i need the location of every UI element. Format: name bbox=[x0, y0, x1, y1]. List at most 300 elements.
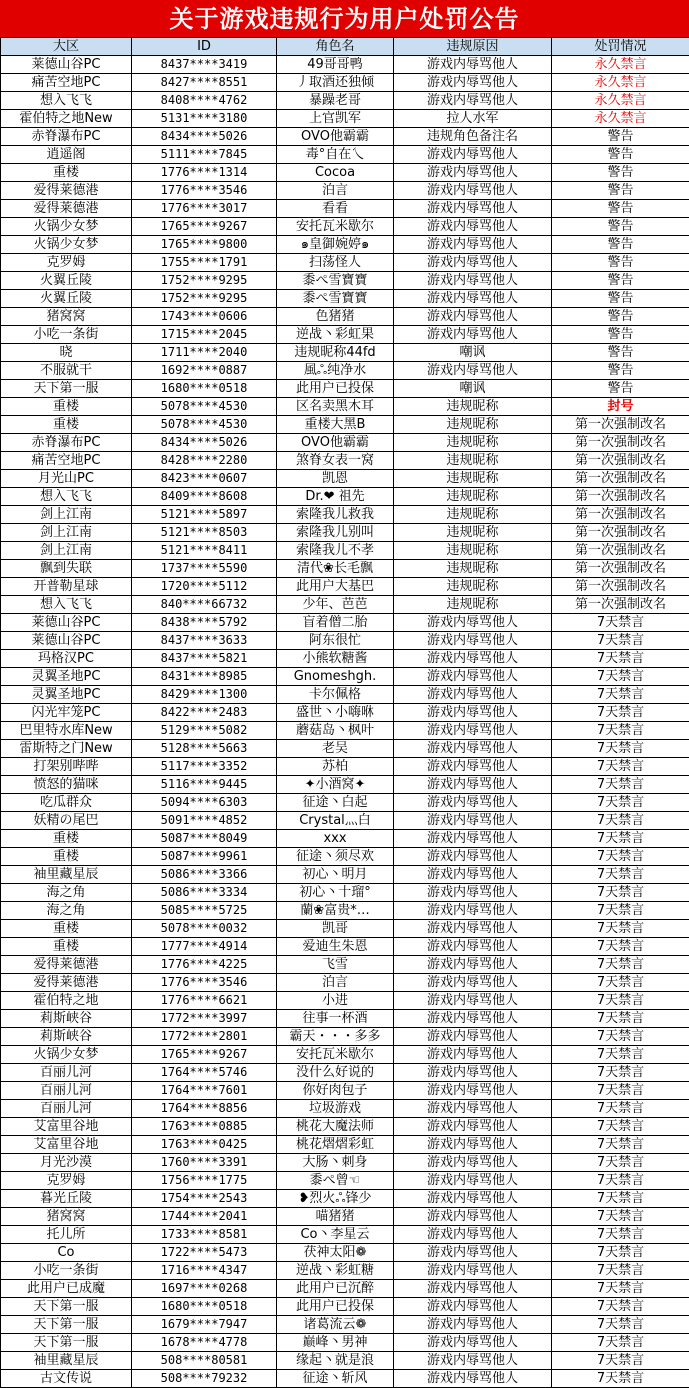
header-violation-reason: 违规原因 bbox=[394, 38, 552, 56]
cell-id: 1756****1775 bbox=[132, 1172, 277, 1190]
cell-penalty: 7天禁言 bbox=[552, 938, 689, 956]
cell-role-name: 索隆我儿不孝 bbox=[277, 542, 394, 560]
cell-violation-reason: 游戏内辱骂他人 bbox=[394, 362, 552, 380]
cell-violation-reason: 游戏内辱骂他人 bbox=[394, 668, 552, 686]
cell-penalty: 7天禁言 bbox=[552, 1298, 689, 1316]
cell-id: 1722****5473 bbox=[132, 1244, 277, 1262]
cell-violation-reason: 游戏内辱骂他人 bbox=[394, 1064, 552, 1082]
cell-server: 袖里藏星辰 bbox=[1, 866, 132, 884]
cell-server: 克罗姆 bbox=[1, 254, 132, 272]
cell-id: 1764****7601 bbox=[132, 1082, 277, 1100]
cell-role-name: 茯神太阳❁ bbox=[277, 1244, 394, 1262]
cell-server: 小吃一条街 bbox=[1, 326, 132, 344]
cell-violation-reason: 游戏内辱骂他人 bbox=[394, 92, 552, 110]
table-row bbox=[1, 1298, 689, 1316]
cell-violation-reason: 游戏内辱骂他人 bbox=[394, 650, 552, 668]
cell-server: 百丽儿河 bbox=[1, 1082, 132, 1100]
table-row bbox=[1, 92, 689, 110]
cell-server: 晓 bbox=[1, 344, 132, 362]
cell-role-name: 煞脊女表一窝 bbox=[277, 452, 394, 470]
cell-server: 赤脊瀑布PC bbox=[1, 128, 132, 146]
cell-id: 1765****9267 bbox=[132, 218, 277, 236]
table-row bbox=[1, 1334, 689, 1352]
cell-role-name: 喵猪猪 bbox=[277, 1208, 394, 1226]
cell-server: 百丽儿河 bbox=[1, 1100, 132, 1118]
cell-role-name: 逆战丶彩虹糖 bbox=[277, 1262, 394, 1280]
cell-id: 5116****9445 bbox=[132, 776, 277, 794]
cell-server: 袖里藏星辰 bbox=[1, 1352, 132, 1370]
cell-id: 1776****6621 bbox=[132, 992, 277, 1010]
table-row bbox=[1, 1226, 689, 1244]
cell-penalty: 7天禁言 bbox=[552, 632, 689, 650]
cell-penalty: 第一次强制改名 bbox=[552, 542, 689, 560]
cell-role-name: 毒°自在乀 bbox=[277, 146, 394, 164]
cell-role-name: 泊言 bbox=[277, 182, 394, 200]
cell-id: 8409****8608 bbox=[132, 488, 277, 506]
cell-violation-reason: 游戏内辱骂他人 bbox=[394, 74, 552, 92]
table-row bbox=[1, 362, 689, 380]
table-row bbox=[1, 452, 689, 470]
cell-id: 1744****2041 bbox=[132, 1208, 277, 1226]
cell-role-name: 安托瓦米歇尔 bbox=[277, 218, 394, 236]
cell-penalty: 7天禁言 bbox=[552, 1262, 689, 1280]
cell-penalty: 7天禁言 bbox=[552, 1082, 689, 1100]
cell-violation-reason: 游戏内辱骂他人 bbox=[394, 722, 552, 740]
cell-penalty: 7天禁言 bbox=[552, 1100, 689, 1118]
cell-penalty: 警告 bbox=[552, 290, 689, 308]
cell-role-name: 蘑菇岛丶枫叶 bbox=[277, 722, 394, 740]
cell-violation-reason: 游戏内辱骂他人 bbox=[394, 1172, 552, 1190]
cell-server: 艾富里谷地 bbox=[1, 1136, 132, 1154]
cell-violation-reason: 游戏内辱骂他人 bbox=[394, 1154, 552, 1172]
cell-violation-reason: 游戏内辱骂他人 bbox=[394, 866, 552, 884]
cell-role-name: Dr.❤ 祖先 bbox=[277, 488, 394, 506]
table-row bbox=[1, 758, 689, 776]
cell-violation-reason: 游戏内辱骂他人 bbox=[394, 1244, 552, 1262]
cell-violation-reason: 游戏内辱骂他人 bbox=[394, 200, 552, 218]
cell-violation-reason: 游戏内辱骂他人 bbox=[394, 254, 552, 272]
cell-server: 天下第一服 bbox=[1, 1298, 132, 1316]
cell-id: 1763****0885 bbox=[132, 1118, 277, 1136]
header-role-name: 角色名 bbox=[277, 38, 394, 56]
cell-penalty: 7天禁言 bbox=[552, 1226, 689, 1244]
table-row bbox=[1, 200, 689, 218]
cell-violation-reason: 游戏内辱骂他人 bbox=[394, 992, 552, 1010]
cell-role-name: 桃花熠熠彩虹 bbox=[277, 1136, 394, 1154]
cell-penalty: 7天禁言 bbox=[552, 848, 689, 866]
cell-violation-reason: 游戏内辱骂他人 bbox=[394, 812, 552, 830]
cell-id: 5131****3180 bbox=[132, 110, 277, 128]
cell-role-name: 凯恩 bbox=[277, 470, 394, 488]
table-row bbox=[1, 272, 689, 290]
cell-violation-reason: 游戏内辱骂他人 bbox=[394, 830, 552, 848]
cell-violation-reason: 游戏内辱骂他人 bbox=[394, 740, 552, 758]
table-row bbox=[1, 740, 689, 758]
cell-id: 5085****5725 bbox=[132, 902, 277, 920]
cell-role-name: 卡尔佩格 bbox=[277, 686, 394, 704]
cell-violation-reason: 违规昵称 bbox=[394, 398, 552, 416]
cell-role-name: 此用户已投保 bbox=[277, 380, 394, 398]
cell-violation-reason: 游戏内辱骂他人 bbox=[394, 920, 552, 938]
cell-role-name: 飞雪 bbox=[277, 956, 394, 974]
cell-role-name: 逆战丶彩虹果 bbox=[277, 326, 394, 344]
cell-id: 5086****3334 bbox=[132, 884, 277, 902]
cell-server: 艾富里谷地 bbox=[1, 1118, 132, 1136]
cell-violation-reason: 游戏内辱骂他人 bbox=[394, 164, 552, 182]
cell-server: 重楼 bbox=[1, 164, 132, 182]
cell-violation-reason: 游戏内辱骂他人 bbox=[394, 1100, 552, 1118]
cell-id: 1755****1791 bbox=[132, 254, 277, 272]
cell-penalty: 第一次强制改名 bbox=[552, 452, 689, 470]
cell-server: 灵翼圣地PC bbox=[1, 686, 132, 704]
cell-penalty: 第一次强制改名 bbox=[552, 560, 689, 578]
cell-server: 开普勒星球 bbox=[1, 578, 132, 596]
cell-violation-reason: 嘲讽 bbox=[394, 380, 552, 398]
cell-penalty: 7天禁言 bbox=[552, 1244, 689, 1262]
cell-penalty: 7天禁言 bbox=[552, 1316, 689, 1334]
cell-penalty: 7天禁言 bbox=[552, 1352, 689, 1370]
cell-role-name: 風ஃ纯净水 bbox=[277, 362, 394, 380]
table-row bbox=[1, 326, 689, 344]
cell-penalty: 永久禁言 bbox=[552, 110, 689, 128]
cell-role-name: 小熊软糖酱 bbox=[277, 650, 394, 668]
cell-role-name: 上官凯军 bbox=[277, 110, 394, 128]
cell-id: 8437****5821 bbox=[132, 650, 277, 668]
cell-violation-reason: 游戏内辱骂他人 bbox=[394, 938, 552, 956]
cell-server: 痛苦空地PC bbox=[1, 74, 132, 92]
cell-role-name: 区名卖黑木耳 bbox=[277, 398, 394, 416]
cell-server: 重楼 bbox=[1, 830, 132, 848]
cell-violation-reason: 拉人水军 bbox=[394, 110, 552, 128]
cell-violation-reason: 游戏内辱骂他人 bbox=[394, 704, 552, 722]
table-row bbox=[1, 488, 689, 506]
cell-role-name: ✦小酒窝✦ bbox=[277, 776, 394, 794]
cell-violation-reason: 游戏内辱骂他人 bbox=[394, 326, 552, 344]
cell-role-name: 你好肉包子 bbox=[277, 1082, 394, 1100]
cell-violation-reason: 游戏内辱骂他人 bbox=[394, 236, 552, 254]
cell-server: 剑上江南 bbox=[1, 524, 132, 542]
table-row bbox=[1, 1100, 689, 1118]
cell-id: 1776****1314 bbox=[132, 164, 277, 182]
table-row bbox=[1, 56, 689, 74]
cell-penalty: 7天禁言 bbox=[552, 1172, 689, 1190]
cell-id: 1765****9800 bbox=[132, 236, 277, 254]
cell-id: 5078****4530 bbox=[132, 398, 277, 416]
cell-server: 打架别哔哔 bbox=[1, 758, 132, 776]
cell-violation-reason: 游戏内辱骂他人 bbox=[394, 290, 552, 308]
cell-violation-reason: 嘲讽 bbox=[394, 344, 552, 362]
cell-violation-reason: 违规昵称 bbox=[394, 578, 552, 596]
cell-penalty: 第一次强制改名 bbox=[552, 578, 689, 596]
cell-violation-reason: 游戏内辱骂他人 bbox=[394, 848, 552, 866]
cell-penalty: 7天禁言 bbox=[552, 884, 689, 902]
table-row bbox=[1, 542, 689, 560]
table-row bbox=[1, 920, 689, 938]
cell-penalty: 7天禁言 bbox=[552, 1280, 689, 1298]
cell-server: 重楼 bbox=[1, 920, 132, 938]
cell-penalty: 警告 bbox=[552, 272, 689, 290]
cell-penalty: 7天禁言 bbox=[552, 956, 689, 974]
cell-id: 5128****5663 bbox=[132, 740, 277, 758]
cell-penalty: 7天禁言 bbox=[552, 650, 689, 668]
cell-id: 1680****0518 bbox=[132, 1298, 277, 1316]
cell-id: 5121****8411 bbox=[132, 542, 277, 560]
cell-violation-reason: 游戏内辱骂他人 bbox=[394, 218, 552, 236]
cell-role-name: Crystal灬白 bbox=[277, 812, 394, 830]
cell-penalty: 警告 bbox=[552, 254, 689, 272]
cell-server: 克罗姆 bbox=[1, 1172, 132, 1190]
table-row bbox=[1, 704, 689, 722]
cell-id: 508****79232 bbox=[132, 1370, 277, 1388]
cell-violation-reason: 违规角色备注名 bbox=[394, 128, 552, 146]
table-row bbox=[1, 398, 689, 416]
cell-id: 5117****3352 bbox=[132, 758, 277, 776]
cell-id: 5129****5082 bbox=[132, 722, 277, 740]
table-row bbox=[1, 1316, 689, 1334]
table-row bbox=[1, 470, 689, 488]
cell-role-name: 蘭❀富贵*… bbox=[277, 902, 394, 920]
cell-penalty: 第一次强制改名 bbox=[552, 506, 689, 524]
cell-server: 古文传说 bbox=[1, 1370, 132, 1388]
table-row bbox=[1, 236, 689, 254]
cell-id: 1697****0268 bbox=[132, 1280, 277, 1298]
cell-role-name: 凯哥 bbox=[277, 920, 394, 938]
table-row bbox=[1, 524, 689, 542]
cell-violation-reason: 游戏内辱骂他人 bbox=[394, 1118, 552, 1136]
table-row bbox=[1, 290, 689, 308]
table-row bbox=[1, 1064, 689, 1082]
cell-server: 想入飞飞 bbox=[1, 488, 132, 506]
table-row bbox=[1, 506, 689, 524]
cell-id: 1772****3997 bbox=[132, 1010, 277, 1028]
cell-server: 重楼 bbox=[1, 398, 132, 416]
cell-violation-reason: 违规昵称 bbox=[394, 470, 552, 488]
cell-violation-reason: 游戏内辱骂他人 bbox=[394, 1046, 552, 1064]
cell-server: 火锅少女梦 bbox=[1, 218, 132, 236]
cell-id: 5094****6303 bbox=[132, 794, 277, 812]
cell-server: 想入飞飞 bbox=[1, 92, 132, 110]
table-row bbox=[1, 416, 689, 434]
cell-penalty: 7天禁言 bbox=[552, 614, 689, 632]
cell-violation-reason: 违规昵称 bbox=[394, 506, 552, 524]
cell-id: 1743****0606 bbox=[132, 308, 277, 326]
cell-penalty: 第一次强制改名 bbox=[552, 470, 689, 488]
cell-id: 1776****3546 bbox=[132, 974, 277, 992]
cell-penalty: 第一次强制改名 bbox=[552, 416, 689, 434]
cell-violation-reason: 游戏内辱骂他人 bbox=[394, 1262, 552, 1280]
cell-server: 痛苦空地PC bbox=[1, 452, 132, 470]
cell-id: 8434****5026 bbox=[132, 434, 277, 452]
table-row bbox=[1, 1208, 689, 1226]
cell-role-name: OVO他霸霸 bbox=[277, 434, 394, 452]
table-row bbox=[1, 812, 689, 830]
cell-id: 508****80581 bbox=[132, 1352, 277, 1370]
cell-server: 重楼 bbox=[1, 938, 132, 956]
cell-server: 月光山PC bbox=[1, 470, 132, 488]
cell-server: 天下第一服 bbox=[1, 380, 132, 398]
cell-role-name: 盲着僧二胎 bbox=[277, 614, 394, 632]
cell-server: 爱得莱德港 bbox=[1, 974, 132, 992]
cell-role-name: 巅峰丶男神 bbox=[277, 1334, 394, 1352]
table-header-row bbox=[1, 38, 689, 56]
cell-server: 霍伯特之地 bbox=[1, 992, 132, 1010]
cell-violation-reason: 游戏内辱骂他人 bbox=[394, 1370, 552, 1388]
cell-server: 火锅少女梦 bbox=[1, 236, 132, 254]
cell-id: 1679****7947 bbox=[132, 1316, 277, 1334]
cell-violation-reason: 违规昵称 bbox=[394, 452, 552, 470]
cell-role-name: 霸天・・・多多 bbox=[277, 1028, 394, 1046]
cell-violation-reason: 游戏内辱骂他人 bbox=[394, 632, 552, 650]
cell-violation-reason: 游戏内辱骂他人 bbox=[394, 1082, 552, 1100]
cell-id: 8438****5792 bbox=[132, 614, 277, 632]
cell-role-name: 盛世丶小嗨咻 bbox=[277, 704, 394, 722]
cell-role-name: 违规昵称44fd bbox=[277, 344, 394, 362]
cell-penalty: 警告 bbox=[552, 326, 689, 344]
cell-violation-reason: 违规昵称 bbox=[394, 560, 552, 578]
table-row bbox=[1, 344, 689, 362]
cell-role-name: 扫荡怪人 bbox=[277, 254, 394, 272]
table-row bbox=[1, 1244, 689, 1262]
cell-role-name: ๑皇御婉婷๑ bbox=[277, 236, 394, 254]
cell-role-name: xxx bbox=[277, 830, 394, 848]
cell-violation-reason: 违规昵称 bbox=[394, 542, 552, 560]
cell-role-name: Co丶李星云 bbox=[277, 1226, 394, 1244]
table-body bbox=[1, 56, 689, 1388]
cell-role-name: 暴躁老哥 bbox=[277, 92, 394, 110]
cell-violation-reason: 游戏内辱骂他人 bbox=[394, 1298, 552, 1316]
cell-penalty: 7天禁言 bbox=[552, 1370, 689, 1388]
cell-role-name: 小进 bbox=[277, 992, 394, 1010]
cell-server: 海之角 bbox=[1, 884, 132, 902]
cell-penalty: 7天禁言 bbox=[552, 1028, 689, 1046]
cell-server: 天下第一服 bbox=[1, 1316, 132, 1334]
cell-penalty: 7天禁言 bbox=[552, 668, 689, 686]
cell-penalty: 7天禁言 bbox=[552, 1064, 689, 1082]
cell-penalty: 7天禁言 bbox=[552, 1136, 689, 1154]
cell-violation-reason: 游戏内辱骂他人 bbox=[394, 1280, 552, 1298]
cell-role-name: Cocoa bbox=[277, 164, 394, 182]
table-row bbox=[1, 560, 689, 578]
cell-role-name: 老吴 bbox=[277, 740, 394, 758]
table-row bbox=[1, 1082, 689, 1100]
cell-penalty: 7天禁言 bbox=[552, 1208, 689, 1226]
cell-server: 不服就干 bbox=[1, 362, 132, 380]
cell-id: 1772****2801 bbox=[132, 1028, 277, 1046]
cell-id: 8429****1300 bbox=[132, 686, 277, 704]
cell-server: 莱德山谷PC bbox=[1, 632, 132, 650]
cell-server: 海之角 bbox=[1, 902, 132, 920]
table-row bbox=[1, 218, 689, 236]
cell-server: 天下第一服 bbox=[1, 1334, 132, 1352]
cell-id: 8431****8985 bbox=[132, 668, 277, 686]
cell-penalty: 7天禁言 bbox=[552, 1046, 689, 1064]
cell-violation-reason: 游戏内辱骂他人 bbox=[394, 308, 552, 326]
cell-role-name: 诸葛流云❁ bbox=[277, 1316, 394, 1334]
cell-violation-reason: 游戏内辱骂他人 bbox=[394, 1334, 552, 1352]
cell-id: 1737****5590 bbox=[132, 560, 277, 578]
cell-penalty: 7天禁言 bbox=[552, 740, 689, 758]
cell-id: 5086****3366 bbox=[132, 866, 277, 884]
cell-server: 此用户已成魔 bbox=[1, 1280, 132, 1298]
cell-penalty: 7天禁言 bbox=[552, 812, 689, 830]
cell-penalty: 7天禁言 bbox=[552, 974, 689, 992]
table-row bbox=[1, 434, 689, 452]
table-row bbox=[1, 722, 689, 740]
cell-role-name: 重楼大黑B bbox=[277, 416, 394, 434]
cell-role-name: 此用户已沉醉 bbox=[277, 1280, 394, 1298]
cell-violation-reason: 违规昵称 bbox=[394, 434, 552, 452]
cell-id: 8434****5026 bbox=[132, 128, 277, 146]
cell-violation-reason: 游戏内辱骂他人 bbox=[394, 686, 552, 704]
cell-violation-reason: 游戏内辱骂他人 bbox=[394, 1208, 552, 1226]
cell-id: 5087****9961 bbox=[132, 848, 277, 866]
cell-role-name: 清代❀长毛飘 bbox=[277, 560, 394, 578]
cell-penalty: 7天禁言 bbox=[552, 776, 689, 794]
cell-role-name: 安托瓦米歇尔 bbox=[277, 1046, 394, 1064]
cell-role-name: 桃花大魔法师 bbox=[277, 1118, 394, 1136]
cell-penalty: 永久禁言 bbox=[552, 74, 689, 92]
table-row bbox=[1, 1136, 689, 1154]
table-row bbox=[1, 1154, 689, 1172]
cell-id: 1678****4778 bbox=[132, 1334, 277, 1352]
table-row bbox=[1, 578, 689, 596]
cell-role-name: 丿取酒还独倾 bbox=[277, 74, 394, 92]
cell-server: 猪窝窝 bbox=[1, 1208, 132, 1226]
header-server: 大区 bbox=[1, 38, 132, 56]
cell-id: 1733****8581 bbox=[132, 1226, 277, 1244]
cell-penalty: 警告 bbox=[552, 362, 689, 380]
announcement-title: 关于游戏违规行为用户处罚公告 bbox=[0, 0, 689, 37]
cell-server: 百丽儿河 bbox=[1, 1064, 132, 1082]
table-row bbox=[1, 1118, 689, 1136]
table-row bbox=[1, 830, 689, 848]
cell-violation-reason: 游戏内辱骂他人 bbox=[394, 884, 552, 902]
cell-violation-reason: 游戏内辱骂他人 bbox=[394, 56, 552, 74]
cell-role-name: 征途丶白起 bbox=[277, 794, 394, 812]
table-row bbox=[1, 1046, 689, 1064]
cell-server: 吃瓜群众 bbox=[1, 794, 132, 812]
cell-id: 1760****3391 bbox=[132, 1154, 277, 1172]
cell-server: 玛格汉PC bbox=[1, 650, 132, 668]
cell-server: 火翼丘陵 bbox=[1, 272, 132, 290]
cell-penalty: 第一次强制改名 bbox=[552, 488, 689, 506]
cell-id: 5091****4852 bbox=[132, 812, 277, 830]
cell-server: 霍伯特之地New bbox=[1, 110, 132, 128]
cell-server: 逍遥阁 bbox=[1, 146, 132, 164]
cell-id: 1711****2040 bbox=[132, 344, 277, 362]
cell-role-name: 49哥哥鸭 bbox=[277, 56, 394, 74]
cell-penalty: 7天禁言 bbox=[552, 902, 689, 920]
table-row bbox=[1, 110, 689, 128]
cell-penalty: 警告 bbox=[552, 182, 689, 200]
cell-penalty: 永久禁言 bbox=[552, 56, 689, 74]
table-row bbox=[1, 146, 689, 164]
cell-id: 1680****0518 bbox=[132, 380, 277, 398]
cell-penalty: 7天禁言 bbox=[552, 1190, 689, 1208]
cell-violation-reason: 游戏内辱骂他人 bbox=[394, 902, 552, 920]
cell-server: 愤怒的猫咪 bbox=[1, 776, 132, 794]
cell-penalty: 7天禁言 bbox=[552, 704, 689, 722]
table-row bbox=[1, 1010, 689, 1028]
cell-violation-reason: 游戏内辱骂他人 bbox=[394, 956, 552, 974]
cell-id: 5078****4530 bbox=[132, 416, 277, 434]
cell-role-name: 征途丶须尽欢 bbox=[277, 848, 394, 866]
cell-role-name: 看看 bbox=[277, 200, 394, 218]
cell-role-name: 索隆我儿救我 bbox=[277, 506, 394, 524]
table-row bbox=[1, 686, 689, 704]
cell-role-name: 爱迪生朱恩 bbox=[277, 938, 394, 956]
cell-server: 重楼 bbox=[1, 416, 132, 434]
